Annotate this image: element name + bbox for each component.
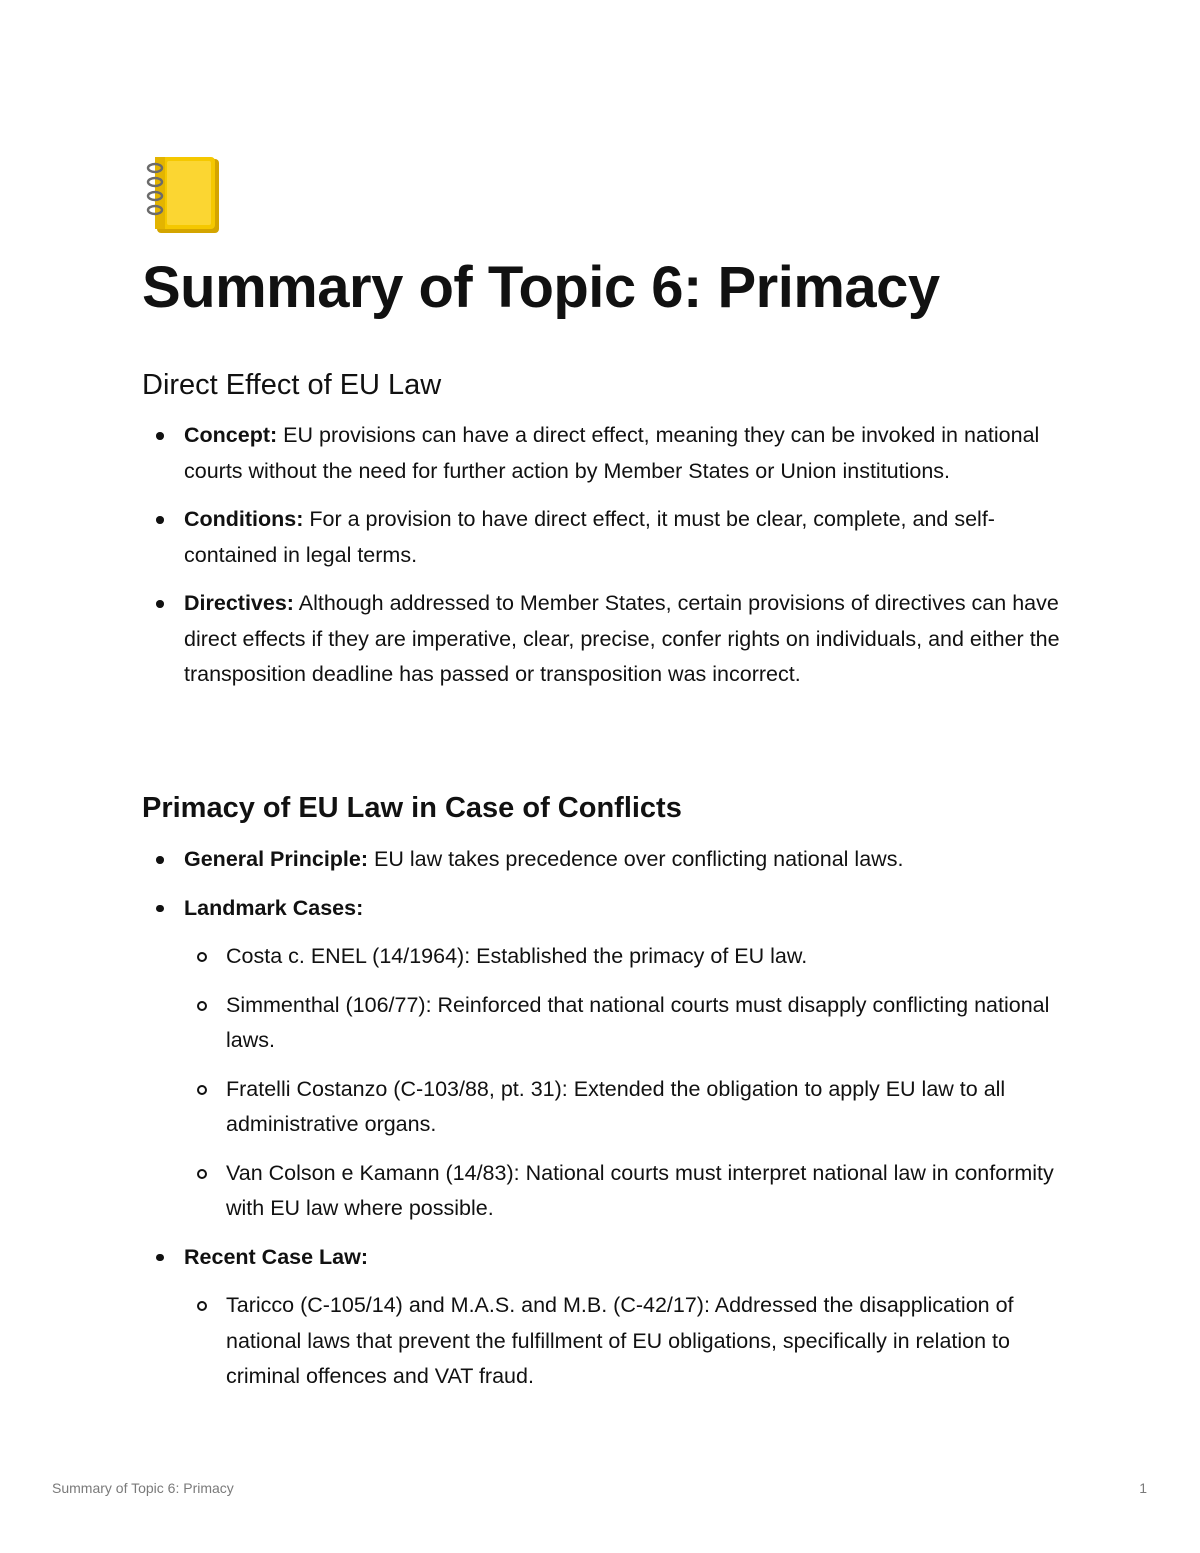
footer-title: Summary of Topic 6: Primacy: [52, 1480, 234, 1496]
sub-list-item: Taricco (C-105/14) and M.A.S. and M.B. (C-42/17): Addressed the disapplication of national laws that prevent the fulfillment of EU obligations, specifically in relation to criminal offences and VAT fraud.: [0, 1288, 1056, 1395]
list-item: [0, 502, 1064, 573]
sub-list-item: Simmenthal (106/77): Reinforced that national courts must disapply conflicting national laws.: [0, 988, 1056, 1059]
list-item: [0, 891, 1064, 927]
section-heading: Primacy of EU Law in Case of Conflicts: [142, 792, 682, 824]
item-label: Recent Case Law:: [184, 1244, 369, 1269]
section-heading: Direct Effect of EU Law: [142, 369, 442, 401]
list-item: [0, 842, 1064, 878]
item-label: Landmark Cases:: [184, 895, 364, 920]
item-label: General Principle:: [184, 847, 369, 871]
sub-list-item: Costa c. ENEL (14/1964): Established the primacy of EU law.: [0, 939, 1056, 975]
bullet-list: [0, 842, 1064, 1395]
item-text: For a provision to have direct effect, it must be clear, complete, and self-contained in legal terms.: [184, 507, 995, 567]
page-number: 1: [1139, 1480, 1147, 1496]
list-item: [0, 586, 1064, 693]
page-title: Summary of Topic 6: Primacy: [142, 255, 940, 320]
item-text: EU law takes precedence over conflicting national laws.: [374, 847, 904, 871]
item-text: EU provisions can have a direct effect, meaning they can be invoked in national courts without the need for further action by Member States or Union institutions.: [184, 423, 1040, 483]
notebook-icon: [143, 155, 223, 235]
list-item: [0, 1240, 1064, 1276]
item-text: Although addressed to Member States, certain provisions of directives can have direct effects if they are imperative, clear, precise, confer rights on individuals, and either the transposition deadline has passed or transposition was incorrect.: [184, 591, 1060, 686]
item-label: Directives:: [184, 591, 294, 615]
list-item: [0, 418, 1064, 489]
item-label: Concept:: [184, 423, 278, 447]
sub-list-item: Van Colson e Kamann (14/83): National courts must interpret national law in conformity with EU law where possible.: [0, 1156, 1056, 1227]
sub-list-item: Fratelli Costanzo (C-103/88, pt. 31): Extended the obligation to apply EU law to all administrative organs.: [0, 1072, 1056, 1143]
item-label: Conditions:: [184, 507, 304, 531]
bullet-list: [0, 418, 1064, 693]
